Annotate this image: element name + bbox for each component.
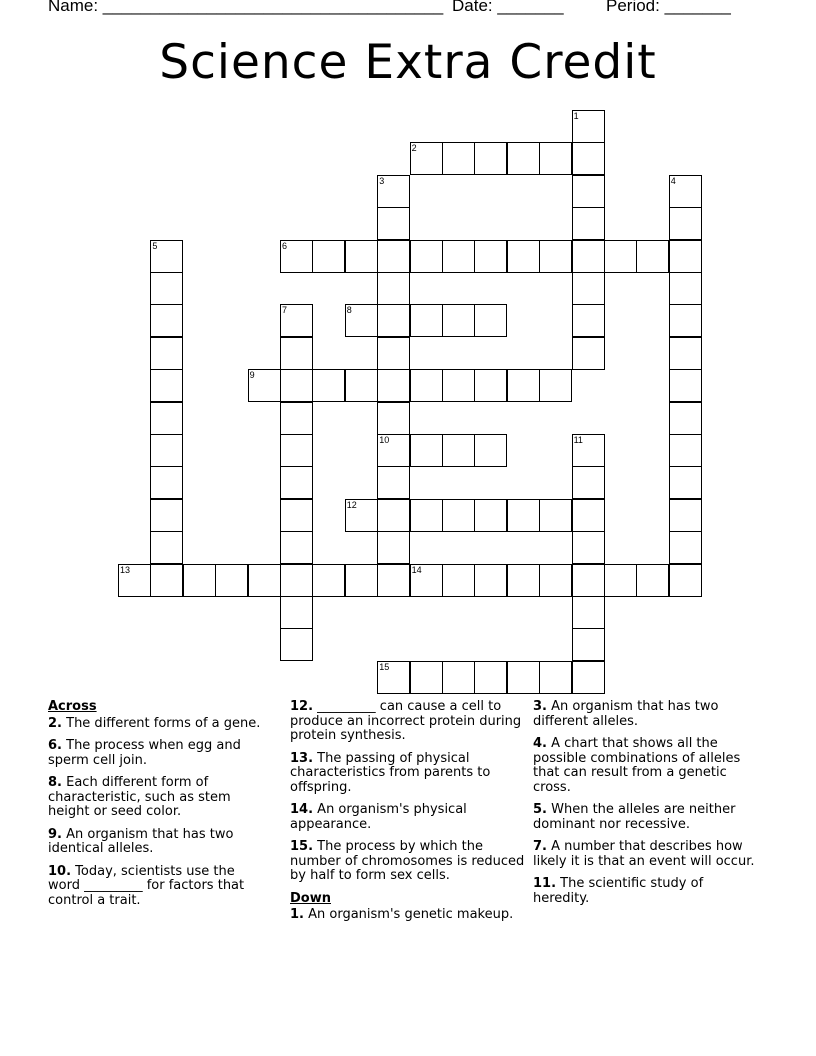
grid-cell[interactable]	[669, 207, 702, 240]
grid-cell[interactable]	[572, 434, 605, 467]
grid-cell[interactable]	[377, 564, 410, 597]
grid-cell[interactable]	[572, 628, 605, 661]
grid-cell[interactable]	[636, 240, 669, 273]
grid-cell[interactable]	[442, 499, 475, 532]
clue-number-label: 12	[346, 499, 357, 510]
grid-cell[interactable]	[377, 531, 410, 564]
grid-cell[interactable]	[345, 564, 378, 597]
clue-number-label: 6	[282, 240, 288, 251]
grid-cell[interactable]	[474, 499, 507, 532]
clue-number-label: 9	[249, 370, 255, 381]
grid-cell[interactable]	[572, 531, 605, 564]
grid-cell[interactable]	[410, 564, 443, 597]
grid-cell[interactable]	[442, 434, 475, 467]
clue-across-10: 10. Today, scientists use the word _________ for factors that control a trait.	[48, 863, 245, 908]
grid-cell[interactable]	[507, 564, 540, 597]
grid-cell[interactable]	[377, 175, 410, 208]
clue-down-1: 1. An organism's genetic makeup.	[290, 907, 514, 922]
grid-cell[interactable]	[636, 564, 669, 597]
clue-down-5: 5. When the alleles are neither dominant nor recessive.	[533, 802, 736, 832]
grid-cell[interactable]	[539, 661, 572, 694]
grid-cell[interactable]	[183, 564, 216, 597]
grid-cell[interactable]	[215, 564, 248, 597]
grid-cell[interactable]	[150, 369, 183, 402]
grid-cell[interactable]	[572, 661, 605, 694]
date-line[interactable]: Date: _______	[452, 0, 564, 15]
grid-cell[interactable]	[572, 175, 605, 208]
down-heading: Down	[290, 890, 331, 906]
grid-cell[interactable]	[410, 142, 443, 175]
grid-cell[interactable]	[604, 240, 637, 273]
grid-cell[interactable]	[118, 564, 151, 597]
grid-cell[interactable]	[280, 304, 313, 337]
grid-cell[interactable]	[377, 369, 410, 402]
grid-cell[interactable]	[507, 499, 540, 532]
clue-number-label: 14	[411, 564, 422, 575]
grid-cell[interactable]	[410, 369, 443, 402]
clue-number-label: 10	[379, 435, 390, 445]
grid-cell[interactable]	[669, 304, 702, 337]
grid-cell[interactable]	[345, 499, 378, 532]
clue-number-label: 15	[379, 661, 390, 672]
grid-cell[interactable]	[280, 499, 313, 532]
grid-cell[interactable]	[377, 402, 410, 435]
grid-cell[interactable]	[572, 110, 605, 143]
clues-column-2	[290, 700, 526, 931]
grid-cell[interactable]	[474, 369, 507, 402]
grid-cell[interactable]	[572, 272, 605, 305]
grid-cell[interactable]	[442, 304, 475, 337]
clue-across-15: 15. The process by which the number of chromosomes is reduced by half to form sex cells.	[290, 839, 525, 883]
grid-cell[interactable]	[345, 240, 378, 273]
grid-cell[interactable]	[474, 142, 507, 175]
clue-number-label: 4	[670, 175, 676, 186]
grid-cell[interactable]	[377, 499, 410, 532]
across-heading: Across	[48, 699, 97, 714]
grid-cell[interactable]	[410, 661, 443, 694]
grid-cell[interactable]	[572, 240, 605, 273]
grid-cell[interactable]	[280, 240, 313, 273]
grid-cell[interactable]	[572, 304, 605, 337]
grid-cell[interactable]	[669, 466, 702, 499]
grid-cell[interactable]	[377, 661, 410, 694]
grid-cell[interactable]	[669, 564, 702, 597]
clue-number-label: 7	[282, 305, 288, 316]
grid-cell[interactable]	[377, 207, 410, 240]
grid-cell[interactable]	[539, 564, 572, 597]
clue-number-label: 1	[573, 111, 579, 121]
grid-cell[interactable]	[345, 304, 378, 337]
grid-cell[interactable]	[410, 434, 443, 467]
grid-cell[interactable]	[507, 369, 540, 402]
grid-cell[interactable]	[377, 466, 410, 499]
clue-number-label: 2	[411, 143, 417, 154]
grid-cell[interactable]	[474, 661, 507, 694]
grid-cell[interactable]	[280, 466, 313, 499]
clue-number-label: 5	[152, 240, 158, 251]
clue-number-label: 13	[120, 564, 131, 575]
grid-cell[interactable]	[410, 304, 443, 337]
grid-cell[interactable]	[248, 564, 281, 597]
grid-cell[interactable]	[474, 564, 507, 597]
grid-cell[interactable]	[572, 337, 605, 370]
grid-cell[interactable]	[280, 564, 313, 597]
grid-cell[interactable]	[572, 207, 605, 240]
grid-cell[interactable]	[377, 240, 410, 273]
clues-column-1	[48, 700, 263, 916]
period-line[interactable]: Period: _______	[606, 0, 731, 15]
grid-cell[interactable]	[150, 272, 183, 305]
grid-cell[interactable]	[474, 434, 507, 467]
grid-cell[interactable]	[669, 369, 702, 402]
grid-cell[interactable]	[410, 240, 443, 273]
grid-cell[interactable]	[669, 499, 702, 532]
grid-cell[interactable]	[669, 402, 702, 435]
grid-cell[interactable]	[669, 175, 702, 208]
grid-cell[interactable]	[539, 369, 572, 402]
clue-down-11: 11. The scientific study of heredity.	[533, 876, 704, 906]
grid-cell[interactable]	[442, 142, 475, 175]
grid-cell[interactable]	[150, 402, 183, 435]
grid-cell[interactable]	[280, 402, 313, 435]
grid-cell[interactable]	[377, 337, 410, 370]
grid-cell[interactable]	[572, 564, 605, 597]
grid-cell[interactable]	[539, 499, 572, 532]
grid-cell[interactable]	[312, 369, 345, 402]
grid-cell[interactable]	[280, 628, 313, 661]
grid-cell[interactable]	[377, 272, 410, 305]
page-title: Science Extra Credit	[159, 35, 657, 90]
grid-cell[interactable]	[312, 564, 345, 597]
grid-cell[interactable]	[442, 564, 475, 597]
grid-cell[interactable]	[572, 142, 605, 175]
grid-cell[interactable]	[150, 466, 183, 499]
grid-cell[interactable]	[280, 596, 313, 629]
grid-cell[interactable]	[150, 499, 183, 532]
clues-column-3	[533, 700, 761, 914]
grid-cell[interactable]	[669, 531, 702, 564]
clue-across-12: 12. _________ can cause a cell to produce an incorrect protein during protein synthesis.	[290, 699, 522, 743]
grid-cell[interactable]	[507, 661, 540, 694]
grid-cell[interactable]	[669, 272, 702, 305]
grid-cell[interactable]	[572, 466, 605, 499]
name-line[interactable]: Name: ____________________________________	[48, 0, 444, 15]
grid-cell[interactable]	[669, 240, 702, 273]
grid-cell[interactable]	[150, 564, 183, 597]
clue-across-6: 6. The process when egg and sperm cell join.	[48, 738, 241, 768]
clue-across-2: 2. The different forms of a gene.	[48, 715, 261, 731]
clue-down-7: 7. A number that describes how likely it is that an event will occur.	[533, 839, 755, 869]
grid-cell[interactable]	[539, 240, 572, 273]
clue-number-label: 3	[379, 175, 385, 186]
grid-cell[interactable]	[150, 304, 183, 337]
grid-cell[interactable]	[474, 304, 507, 337]
grid-cell[interactable]	[345, 369, 378, 402]
clue-number-label: 11	[573, 435, 583, 445]
grid-cell[interactable]	[410, 499, 443, 532]
grid-cell[interactable]	[150, 434, 183, 467]
clue-across-9: 9. An organism that has two identical alleles.	[48, 826, 234, 856]
grid-cell[interactable]	[572, 499, 605, 532]
grid-cell[interactable]	[572, 596, 605, 629]
grid-cell[interactable]	[150, 531, 183, 564]
grid-cell[interactable]	[377, 304, 410, 337]
clue-across-14: 14. An organism's physical appearance.	[290, 802, 467, 832]
clue-across-13: 13. The passing of physical characteristics from parents to offspring.	[290, 750, 491, 795]
grid-cell[interactable]	[280, 369, 313, 402]
grid-cell[interactable]	[604, 564, 637, 597]
grid-cell[interactable]	[280, 434, 313, 467]
grid-cell[interactable]	[442, 661, 475, 694]
clue-down-4: 4. A chart that shows all the possible combinations of alleles that can result from a genetic cross.	[533, 736, 741, 795]
grid-cell[interactable]	[150, 240, 183, 273]
grid-cell[interactable]	[507, 142, 540, 175]
grid-cell[interactable]	[280, 531, 313, 564]
grid-cell[interactable]	[312, 240, 345, 273]
grid-cell[interactable]	[377, 434, 410, 467]
grid-cell[interactable]	[248, 369, 281, 402]
grid-cell[interactable]	[669, 337, 702, 370]
grid-cell[interactable]	[507, 240, 540, 273]
grid-cell[interactable]	[669, 434, 702, 467]
clue-across-8: 8. Each different form of characteristic, such as stem height or seed color.	[48, 775, 231, 819]
clue-down-3: 3. An organism that has two different alleles.	[533, 699, 719, 729]
grid-cell[interactable]	[442, 369, 475, 402]
clue-number-label: 8	[346, 305, 352, 316]
grid-cell[interactable]	[539, 142, 572, 175]
grid-cell[interactable]	[474, 240, 507, 273]
grid-cell[interactable]	[280, 337, 313, 370]
grid-cell[interactable]	[150, 337, 183, 370]
grid-cell[interactable]	[442, 240, 475, 273]
